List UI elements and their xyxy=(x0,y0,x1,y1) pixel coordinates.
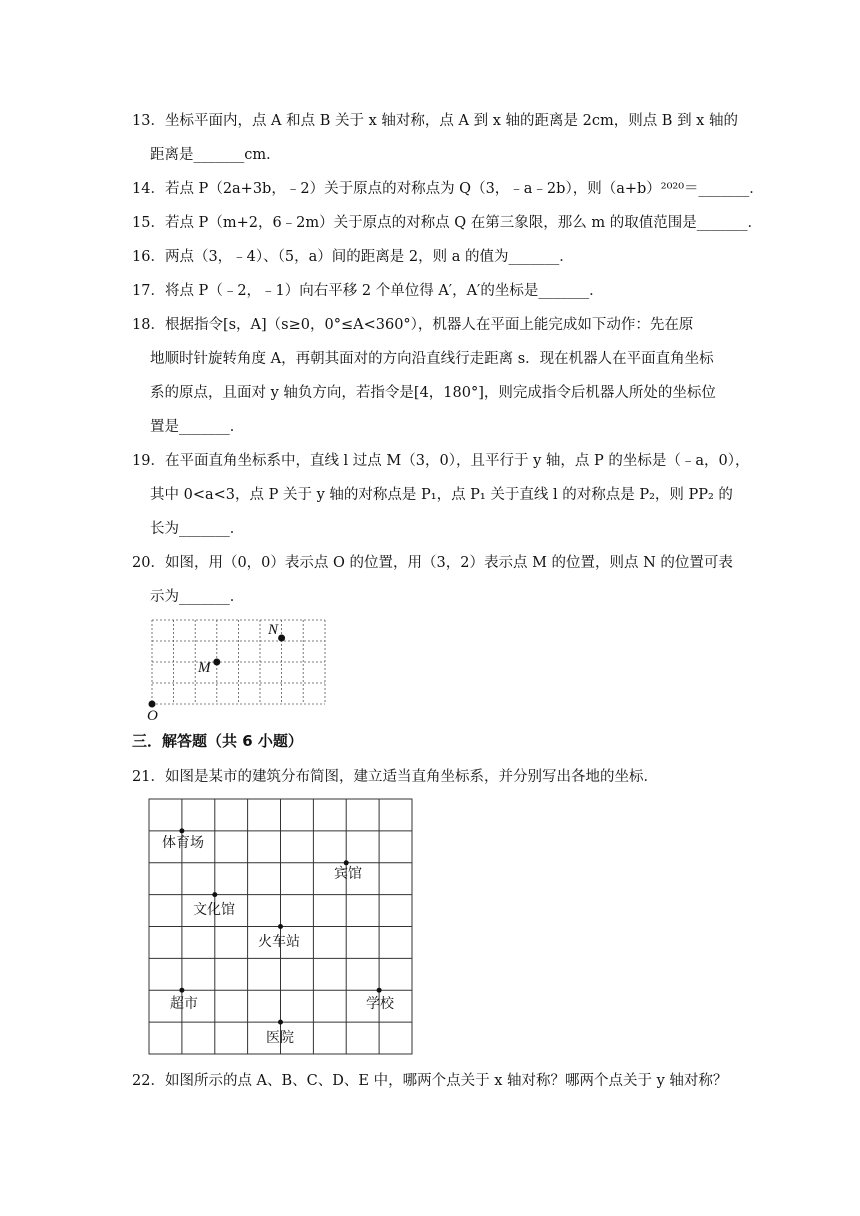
label-supermarket: 超市 xyxy=(170,996,198,1012)
label-hospital: 医院 xyxy=(266,1030,294,1046)
label-m: M xyxy=(198,660,211,676)
question-18-line-2: 地顺时针旋转角度 A，再朝其面对的方向沿直线行走距离 s．现在机器人在平面直角坐标 xyxy=(150,351,714,367)
school-point xyxy=(377,988,382,993)
question-16-line-1: 16．两点（3，﹣4）、（5，a）间的距离是 2，则 a 的值为_______． xyxy=(132,249,574,265)
figure-20-gridlines xyxy=(152,620,325,704)
question-21-line-1: 21．如图是某市的建筑分布简图，建立适当直角坐标系，并分别写出各地的坐标． xyxy=(132,769,658,785)
figure-20-grid xyxy=(140,610,340,722)
hospital-point xyxy=(278,1020,283,1025)
supermarket-point xyxy=(179,988,184,993)
hotel-point xyxy=(344,860,349,865)
label-station: 火车站 xyxy=(258,934,300,950)
point-o xyxy=(149,701,156,708)
label-o: O xyxy=(147,708,158,722)
section-3-title: 三．解答题（共 6 小题） xyxy=(132,732,303,750)
question-14-line-1: 14．若点 P（2a+3b，﹣2）关于原点的对称点为 Q（3，﹣a﹣2b），则（a+b）²⁰²⁰＝_______． xyxy=(132,181,764,197)
label-school: 学校 xyxy=(366,996,394,1012)
question-20-line-1: 20．如图，用（0，0）表示点 O 的位置，用（3，2）表示点 M 的位置，则点 N 的位置可表 xyxy=(132,555,733,571)
question-17-line-1: 17．将点 P（﹣2，﹣1）向右平移 2 个单位得 A′，A′的坐标是_______． xyxy=(132,283,604,299)
question-13-line-1: 13．坐标平面内，点 A 和点 B 关于 x 轴对称，点 A 到 x 轴的距离是 2cm，则点 B 到 x 轴的 xyxy=(132,113,738,129)
point-n xyxy=(278,635,285,642)
label-n: N xyxy=(268,622,279,638)
question-22-line-1: 22．如图所示的点 A、B、C、D、E 中，哪两个点关于 x 轴对称？哪两个点关于 y 轴对称？ xyxy=(132,1073,728,1089)
label-hotel: 宾馆 xyxy=(334,866,362,882)
point-m xyxy=(213,659,220,666)
label-culture-hall: 文化馆 xyxy=(193,902,235,918)
question-20-line-2: 示为_______． xyxy=(150,589,245,605)
station-point xyxy=(278,924,283,929)
question-18-line-4: 置是_______． xyxy=(150,419,245,435)
question-18-line-1: 18．根据指令[s，A]（s≥0，0°≤A<360°），机器人在平面上能完成如下动作：先在原 xyxy=(132,317,694,333)
question-19-line-2: 其中 0<a<3，点 P 关于 y 轴的对称点是 P₁，点 P₁ 关于直线 l 的对称点是 P₂，则 PP₂ 的 xyxy=(150,487,733,503)
question-15-line-1: 15．若点 P（m+2，6﹣2m）关于原点的对称点 Q 在第三象限，那么 m 的取值范围是_______． xyxy=(132,215,762,231)
question-19-line-3: 长为_______． xyxy=(150,521,245,537)
label-stadium: 体育场 xyxy=(162,835,204,851)
question-18-line-3: 系的原点，且面对 y 轴负方向，若指令是[4，180°]，则完成指令后机器人所处的坐标位 xyxy=(150,385,716,401)
stadium-point xyxy=(179,828,184,833)
culture-hall-point xyxy=(212,892,217,897)
figure-21-map xyxy=(148,798,416,1058)
question-13-line-2: 距离是_______cm． xyxy=(150,147,281,163)
question-19-line-1: 19．在平面直角坐标系中，直线 l 过点 M（3，0），且平行于 y 轴，点 P 的坐标是（﹣a，0）， xyxy=(132,453,750,469)
